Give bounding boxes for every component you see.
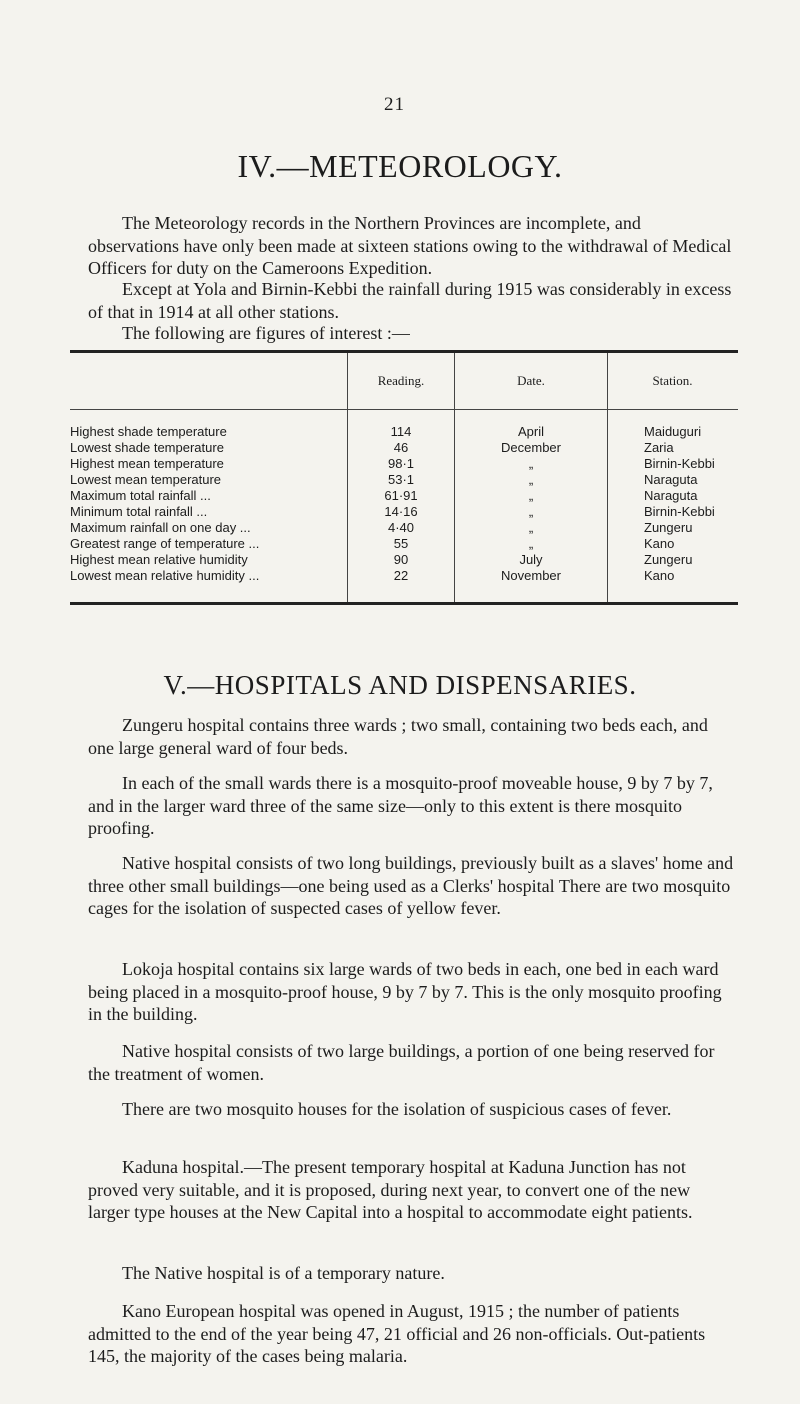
row-label: Lowest shade temperature: [70, 440, 224, 455]
row-station: Zaria: [608, 440, 739, 456]
row-date: „: [455, 488, 608, 504]
paragraph: The following are figures of interest :—: [122, 323, 410, 343]
row-station: Zungeru: [608, 520, 739, 536]
row-date: „: [455, 520, 608, 536]
paragraph: There are two mosquito houses for the isolation of suspicious cases of fever.: [122, 1099, 672, 1119]
row-station: Naraguta: [608, 472, 739, 488]
header-station: Station.: [608, 352, 739, 410]
row-station: Kano: [608, 536, 739, 552]
row-label: Highest shade temperature: [70, 424, 227, 439]
header-date: Date.: [455, 352, 608, 410]
row-station: Kano: [608, 568, 739, 604]
row-reading: 14·16: [348, 504, 455, 520]
table-header-row: [70, 352, 738, 410]
meteorology-table: [70, 350, 738, 605]
row-reading: 4·40: [348, 520, 455, 536]
row-reading: 46: [348, 440, 455, 456]
page-number: 21: [384, 94, 405, 115]
row-label: Maximum rainfall on one day ...: [70, 520, 251, 535]
row-label: Lowest mean temperature: [70, 472, 222, 487]
paragraph: Native hospital consists of two long buildings, previously built as a slaves' home and three other small buildings—one being used as a Clerks' hospital There are two mosquito cages for the isolation of suspected cases of yellow fever.: [88, 853, 734, 918]
row-reading: 114: [348, 410, 455, 441]
row-station: Naraguta: [608, 488, 739, 504]
row-reading: 61·91: [348, 488, 455, 504]
paragraph: The Meteorology records in the Northern Provinces are incomplete, and observations have only been made at sixteen stations owing to the withdrawal of Medical Officers for duty on the Cameroons Expedition.: [88, 213, 732, 278]
table-row: [70, 410, 738, 441]
row-label: Lowest mean relative humidity ...: [70, 568, 260, 583]
table-row: [70, 552, 738, 568]
row-date: „: [455, 456, 608, 472]
row-date: December: [455, 440, 608, 456]
row-date: „: [455, 504, 608, 520]
paragraph: Lokoja hospital contains six large wards of two beds in each, one bed in each ward being placed in a mosquito-proof house, 9 by 7 by 7. This is the only mosquito proofing in the building.: [88, 959, 722, 1024]
row-label: Minimum total rainfall ...: [70, 504, 208, 519]
table-row: [70, 440, 738, 456]
header-reading: Reading.: [348, 352, 455, 410]
row-label: Highest mean relative humidity: [70, 552, 248, 567]
table-row: [70, 520, 738, 536]
row-reading: 98·1: [348, 456, 455, 472]
row-date: April: [455, 410, 608, 441]
table-row: [70, 472, 738, 488]
paragraph: In each of the small wards there is a mosquito-proof moveable house, 9 by 7 by 7, and in the larger ward three of the same size—only to this extent is there mosquito proofing.: [88, 773, 713, 838]
table-row: [70, 536, 738, 552]
row-station: Zungeru: [608, 552, 739, 568]
row-reading: 53·1: [348, 472, 455, 488]
section-heading-meteorology: IV.—METEOROLOGY.: [237, 148, 563, 184]
row-station: Maiduguri: [608, 410, 739, 441]
row-station: Birnin-Kebbi: [608, 456, 739, 472]
paragraph: Kano European hospital was opened in August, 1915 ; the number of patients admitted to the end of the year being 47, 21 official and 26 non-officials. Out-patients 145, the majority of the cases being malaria.: [88, 1301, 706, 1366]
section-heading-hospitals: V.—HOSPITALS AND DISPENSARIES.: [163, 670, 637, 700]
paragraph: Kaduna hospital.—The present temporary hospital at Kaduna Junction has not proved very suitable, and it is proposed, during next year, to convert one of the new larger type houses at the New Capital into a hospital to accommodate eight patients.: [88, 1157, 693, 1222]
row-date: July: [455, 552, 608, 568]
header-blank: [70, 352, 348, 410]
table-row: [70, 456, 738, 472]
row-label: Highest mean temperature: [70, 456, 224, 471]
paragraph: Zungeru hospital contains three wards ; two small, containing two beds each, and one large general ward of four beds.: [88, 715, 708, 758]
row-label: Greatest range of temperature ...: [70, 536, 260, 551]
paragraph: The Native hospital is of a temporary nature.: [122, 1263, 445, 1283]
row-reading: 22: [348, 568, 455, 604]
row-date: „: [455, 536, 608, 552]
table-row: [70, 504, 738, 520]
paragraph: Except at Yola and Birnin-Kebbi the rainfall during 1915 was considerably in excess of that in 1914 at all other stations.: [88, 279, 732, 322]
table-row: [70, 488, 738, 504]
row-date: „: [455, 472, 608, 488]
row-label: Maximum total rainfall ...: [70, 488, 211, 503]
paragraph: Native hospital consists of two large buildings, a portion of one being reserved for the treatment of women.: [88, 1041, 715, 1084]
row-reading: 90: [348, 552, 455, 568]
row-date: November: [455, 568, 608, 604]
table-row: [70, 568, 738, 604]
row-station: Birnin-Kebbi: [608, 504, 739, 520]
row-reading: 55: [348, 536, 455, 552]
